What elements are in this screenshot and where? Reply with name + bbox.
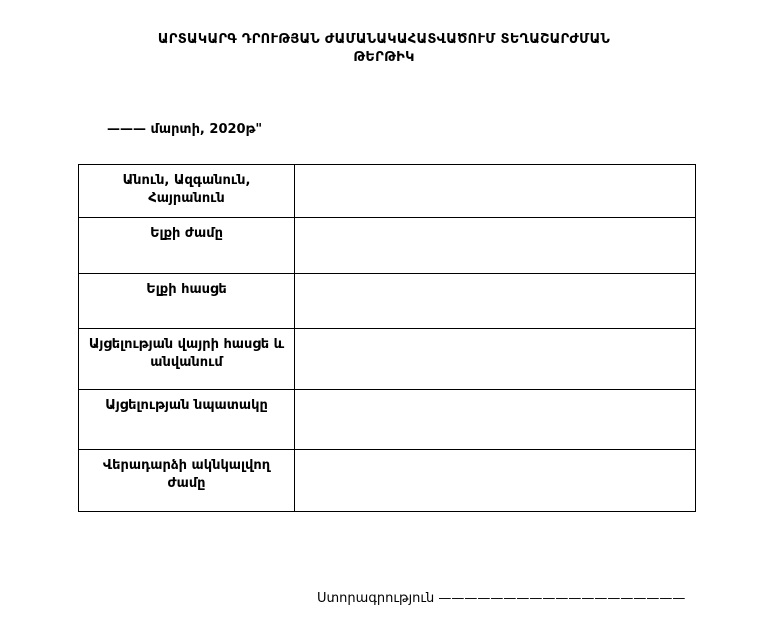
field-label-full-name: Անուն, Ազգանուն, Հայրանուն bbox=[79, 165, 295, 218]
field-value-visit-purpose[interactable] bbox=[295, 390, 696, 450]
field-label-departure-time: Ելքի ժամը bbox=[79, 218, 295, 274]
field-value-return-time[interactable] bbox=[295, 450, 696, 512]
date-line: ——— մարտի, 2020թ" bbox=[107, 122, 263, 137]
table-row bbox=[79, 165, 696, 218]
movement-form-table bbox=[78, 164, 696, 512]
table-row bbox=[79, 218, 696, 274]
field-value-visit-place[interactable] bbox=[295, 329, 696, 390]
field-label-visit-purpose: Այցելության նպատակը bbox=[79, 390, 295, 450]
document-subtitle: ԹԵՐԹԻԿ bbox=[353, 50, 415, 65]
field-label-return-time: Վերադարձի ակնկալվող ժամը bbox=[79, 450, 295, 512]
table-row bbox=[79, 450, 696, 512]
field-value-departure-address[interactable] bbox=[295, 274, 696, 329]
document-title: ԱՐՏԱԿԱՐԳ ԴՐՈՒԹՅԱՆ ԺԱՄԱՆԱԿԱՀԱՏՎԱԾՈՒՄ ՏԵՂԱՇԱՐԺՄԱՆ bbox=[157, 32, 611, 47]
table-row bbox=[79, 329, 696, 390]
table-row bbox=[79, 274, 696, 329]
field-value-full-name[interactable] bbox=[295, 165, 696, 218]
signature-line: Ստորագրություն ——————————————————— bbox=[317, 591, 686, 606]
field-value-departure-time[interactable] bbox=[295, 218, 696, 274]
table-row bbox=[79, 390, 696, 450]
field-label-visit-place: Այցելության վայրի հասցե և անվանում bbox=[79, 329, 295, 390]
field-label-departure-address: Ելքի հասցե bbox=[79, 274, 295, 329]
